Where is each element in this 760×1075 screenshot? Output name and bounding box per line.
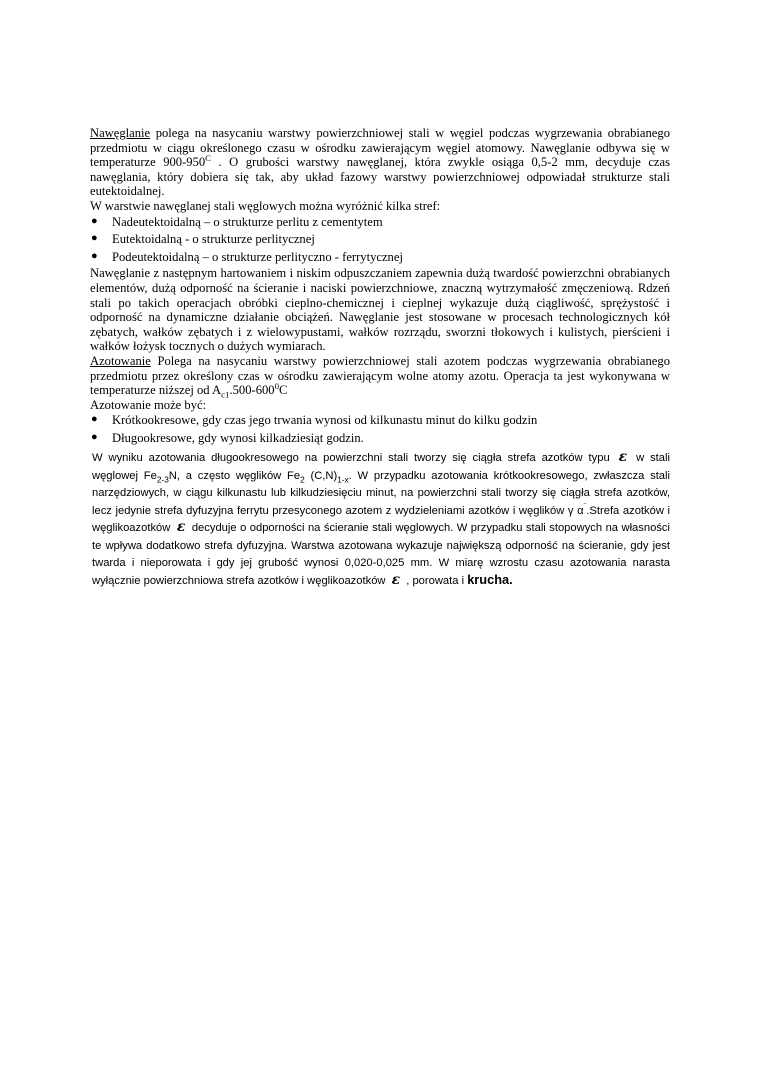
epsilon-symbol: ε: [176, 519, 186, 536]
zones-list: [90, 214, 670, 267]
paragraph-nitriding-results: [90, 449, 670, 589]
superscript: ¨: [583, 502, 587, 512]
subscript: 2: [300, 475, 305, 485]
list-item: [90, 430, 670, 448]
paragraph-zones-intro: W warstwie nawęglanej stali węglowych można wyróżnić kilka stref:: [90, 198, 441, 213]
paragraph-carburizing-hardening: Nawęglanie z następnym hartowaniem i niskim odpuszczaniem zapewnia dużą twardość powierzchni obrabianych elementów, dużą odporność na ścieranie i naciski powierzchniowe, znaczną wytrzymałość zmęczeniową. Rdzeń stali po takich operacjach obróbki cieplno-chemicznej i cieplnej wykazuje dużą ciągliwość, sprężystość i odporność na dynamiczne działanie obciążeń. Nawęglanie jest stosowane w procesach technologicznych kół zębatych, wałków zębatych i z wielowypustami, wałków rozrządu, sworzni tłokowych i kulistych, pierścieni i wałków łożysk tocznych o dużych wymiarach.: [90, 266, 670, 354]
subscript: 2-3: [156, 475, 169, 485]
text-run: N, a często węglików Fe: [168, 469, 301, 482]
epsilon-symbol: ε: [618, 449, 628, 466]
term-nitriding: Azotowanie: [90, 353, 151, 368]
superscript: C: [205, 153, 212, 163]
nitriding-types-list: [90, 412, 670, 447]
bullet-icon: ●: [91, 249, 98, 262]
text-run: . W przypadku azotowania krótkookresowego, zwłaszcza stali narzędziowych, w ciągu kilkunastu lub kilkudziesięciu minut, na powierzchni stali tworzy się ciągła strefa azotków, lecz jedynie strefa dyfuzyjna ferrytu przesyconego azotem z wydzieleniami azotków i węglików γ α: [92, 469, 670, 517]
text-run: krucha.: [467, 571, 513, 587]
superscript: 0: [274, 380, 279, 391]
text-run: decyduje o odporności na ścieranie stali węglowych. W przypadku stali stopowych na własności te wpływa dodatkowo strefa dyfuzyjna. Warstwa azotowana wykazuje największą odporność na ścieranie, gdy jest twarda i nieporowata i gdy jej grubość wynosi 0,020-0,025 mm. W miarę wzrostu czasu azotowania narasta wyłącznie powierzchniowa strefa azotków i węglikoazotków: [92, 522, 670, 587]
text-run: C: [279, 383, 288, 398]
subscript: c1: [221, 389, 230, 400]
paragraph-nitriding-intro: [90, 354, 670, 398]
bullet-icon: ●: [91, 430, 98, 443]
list-item-text: Nadeutektoidalną – o strukturze perlitu z cementytem: [112, 214, 383, 229]
document-body: [90, 126, 670, 589]
list-item-text: Eutektoidalną - o strukturze perlitycznej: [112, 232, 315, 247]
paragraph-nitriding-types-intro: Azotowanie może być:: [90, 397, 207, 412]
text-run: w stali węglowej Fe: [92, 452, 670, 482]
epsilon-symbol: ε: [391, 571, 401, 588]
list-item: [90, 214, 670, 232]
text-run: Polega na nasycaniu warstwy powierzchniowej stali azotem podczas wygrzewania obrabianego przedmiotu przez określony czas w ośrodku zawierającym wolne atomy azotu. Operacja ta jest wykonywana w temperaturze niższej od A: [90, 353, 670, 398]
bullet-icon: ●: [91, 413, 98, 426]
list-item: [90, 249, 670, 267]
text-run: .500-600: [229, 383, 275, 398]
subscript: 1-x: [337, 475, 349, 485]
list-item-text: Długookresowe, gdy wynosi kilkadziesiąt godzin.: [112, 430, 364, 445]
text-run: (C,N): [304, 469, 338, 482]
list-item: [90, 412, 670, 430]
bullet-icon: ●: [91, 214, 98, 227]
text-run: . O grubości warstwy nawęglanej, która zwykle osiąga 0,5-2 mm, decyduje czas nawęglania, który dobiera się tak, aby układ fazowy warstwy powierzchniowej odpowiadał strukturze stali eutektoidalnej.: [90, 155, 670, 199]
term-carburizing: Nawęglanie: [90, 126, 151, 140]
text-run: .Strefa azotków i węglikoazotków: [92, 504, 670, 535]
text-run: polega na nasycaniu warstwy powierzchniowej stali w węgiel podczas wygrzewania obrabianego przedmiotu w ciągu określonego czasu w ośrodku zawierającym węgiel atomowy. Nawęglanie odbywa się w temperaturze 900-950: [90, 126, 670, 170]
bullet-icon: ●: [91, 232, 98, 245]
list-item: [90, 231, 670, 249]
text-run: , porowata i: [403, 574, 468, 587]
text-run: W wyniku azotowania długookresowego na powierzchni stali tworzy się ciągła strefa azotków typu: [92, 452, 616, 465]
list-item-text: Podeutektoidalną – o strukturze perlityczno - ferrytycznej: [112, 249, 403, 264]
paragraph-carburizing-intro: [90, 126, 670, 199]
list-item-text: Krótkookresowe, gdy czas jego trwania wynosi od kilkunastu minut do kilku godzin: [112, 413, 538, 428]
